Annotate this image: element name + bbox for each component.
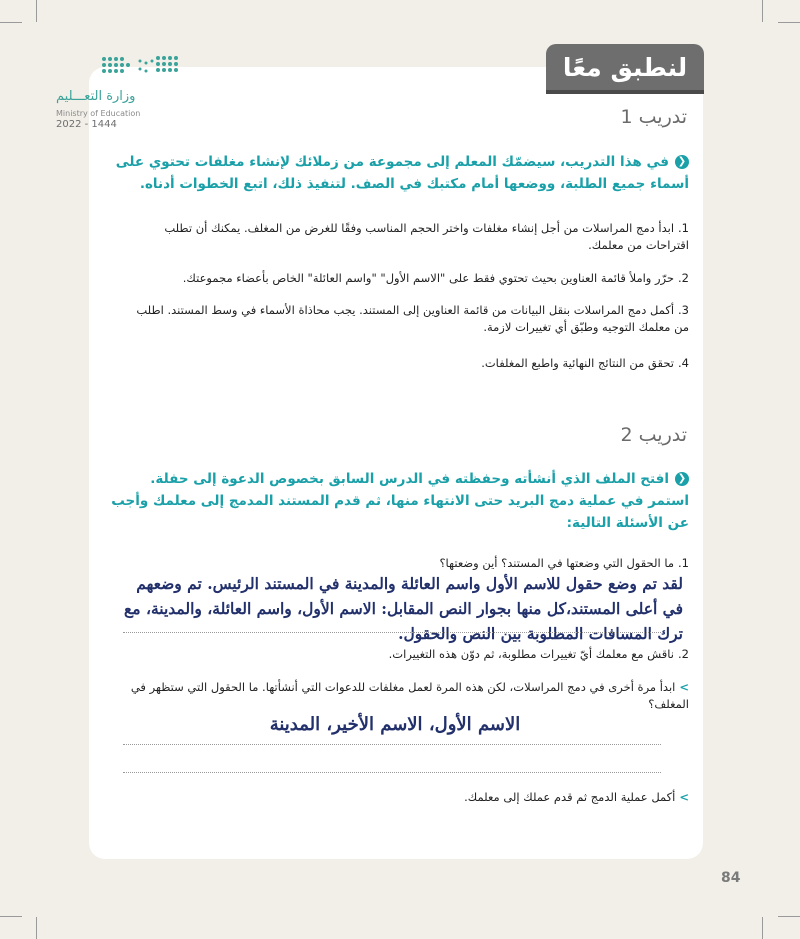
ministry-logo	[54, 53, 154, 135]
answer-line	[123, 632, 661, 633]
crop-mark	[36, 917, 37, 939]
exercise-2-intro	[109, 468, 689, 534]
exercise-1-heading: تدريب 1	[620, 106, 687, 128]
crop-mark	[762, 0, 763, 22]
exercise-2-heading: تدريب 2	[620, 424, 687, 446]
exercise-2-intro-text: افتح الملف الذي أنشأته وحفظته في الدرس السابق بخصوص الدعوة إلى حفلة. استمر في عملية دمج البريد حتى الانتهاء منها، ثم قدم المستند المدمج إلى معلمك وأجب عن الأسئلة التالية:	[111, 471, 689, 531]
crop-mark	[0, 916, 22, 917]
crop-mark	[0, 22, 22, 23]
exercise-1-step	[129, 220, 689, 254]
exercise-1-intro	[109, 151, 689, 195]
exercise-1-step	[129, 355, 689, 372]
step-number: 2.	[678, 271, 689, 285]
step-text: ابدأ دمج المراسلات من أجل إنشاء مغلفات واختر الحجم المناسب وفقًا للغرض من المغلف. يمكنك أن تطلب اقتراحات من معلمك.	[164, 221, 689, 252]
question-2	[129, 646, 689, 663]
page-number: 84	[721, 870, 741, 886]
chevron-bullet-icon: ❮	[675, 472, 689, 486]
crop-mark	[762, 917, 763, 939]
question-text: أكمل عملية الدمج ثم قدم عملك إلى معلمك.	[464, 790, 676, 804]
answer-line	[123, 744, 661, 745]
ministry-name-english: Ministry of Education	[56, 109, 141, 118]
arrow-bullet-icon: >	[679, 680, 689, 694]
question-text: ابدأ مرة أخرى في دمج المراسلات، لكن هذه المرة لعمل مغلفات للدعوات التي أنشأتها. ما الحقول التي ستظهر في المغلف؟	[130, 680, 689, 711]
ministry-name-arabic: وزارة التعـــليم	[56, 89, 136, 104]
step-number: 1.	[678, 221, 689, 235]
section-banner: لنطبق معًا	[546, 44, 704, 90]
step-text: أكمل دمج المراسلات بنقل البيانات من قائمة العناوين إلى المستند. يجب محاذاة الأسماء في وسط المستند. اطلب من معلمك التوجيه وطبّق أي تغييرات لازمة.	[136, 303, 689, 334]
crop-mark	[778, 22, 800, 23]
question-3	[129, 679, 689, 713]
exercise-1-step	[129, 302, 689, 336]
exercise-1-intro-text: في هذا التدريب، سيضمّك المعلم إلى مجموعة من زملائك لإنشاء مغلفات تحتوي على أسماء جميع الطلبة، ووضعها أمام مكتبك في الصف. لتنفيذ ذلك، اتبع الخطوات أدناه.	[115, 154, 689, 192]
ministry-year: 2022 - 1444	[56, 119, 117, 130]
answer-line	[123, 772, 661, 773]
step-number: 4.	[678, 356, 689, 370]
question-number: 2.	[678, 647, 689, 661]
answer-3-handwritten: الاسم الأول، الاسم الأخير، المدينة	[269, 714, 521, 735]
question-1	[129, 555, 689, 572]
step-number: 3.	[678, 303, 689, 317]
question-text: ما الحقول التي وضعتها في المستند؟ أين وضعتها؟	[439, 556, 675, 570]
banner-underline	[546, 90, 704, 94]
question-text: ناقش مع معلمك أيّ تغييرات مطلوبة، ثم دوّن هذه التغييرات.	[388, 647, 675, 661]
question-number: 1.	[678, 556, 689, 570]
answer-1-handwritten: لقد تم وضع حقول للاسم الأول واسم العائلة والمدينة في المستند الرئيس. تم وضعهم في أعلى المستند،كل منها بجوار النص المقابل: الاسم الأول، واسم العائلة، والمدينة، مع ترك المسافات المطلوبة بين النص والحقول.	[124, 574, 683, 643]
crop-mark	[778, 916, 800, 917]
ministry-logo-icon	[96, 53, 186, 83]
chevron-bullet-icon: ❮	[675, 155, 689, 169]
step-text: حرّر واملأ قائمة العناوين بحيث تحتوي فقط على "الاسم الأول" "واسم العائلة" الخاص بأعضاء مجموعتك.	[182, 271, 675, 285]
arrow-bullet-icon: >	[679, 790, 689, 804]
crop-mark	[36, 0, 37, 22]
exercise-1-step	[129, 270, 689, 287]
question-4	[129, 789, 689, 806]
step-text: تحقق من النتائج النهائية واطبع المغلفات.	[481, 356, 675, 370]
